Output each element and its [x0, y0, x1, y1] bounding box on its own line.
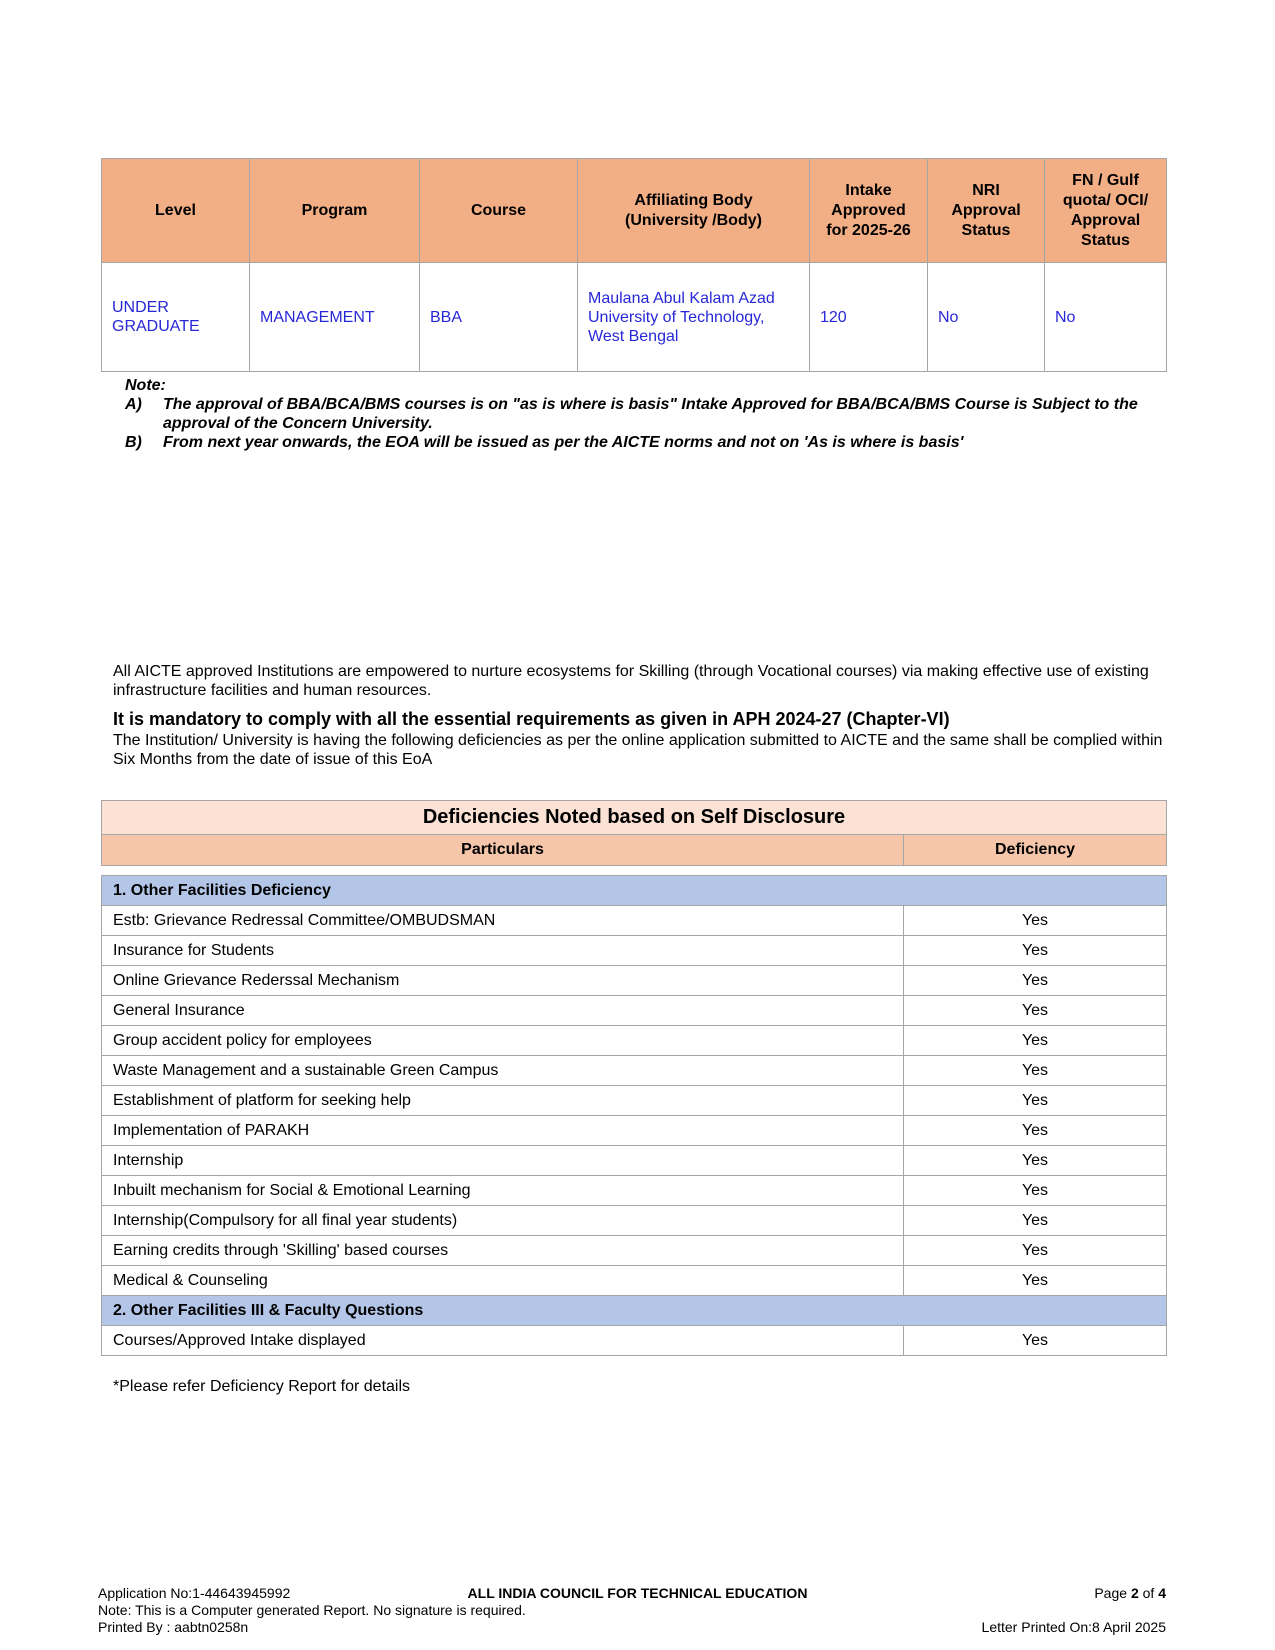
council-name: ALL INDIA COUNCIL FOR TECHNICAL EDUCATION — [467, 1585, 808, 1601]
particular-cell: General Insurance — [102, 996, 904, 1026]
particular-cell: Insurance for Students — [102, 936, 904, 966]
deficiency-cell: Yes — [904, 936, 1167, 966]
particular-cell: Online Grievance Rederssal Mechanism — [102, 966, 904, 996]
page-total: 4 — [1158, 1585, 1166, 1601]
deficiency-table — [101, 875, 1167, 1356]
table-row — [102, 1026, 1167, 1056]
mandatory-heading: It is mandatory to comply with all the essential requirements as given in APH 2024-27 (Chapter-VI) — [113, 709, 950, 729]
table-row — [102, 1086, 1167, 1116]
header-affiliating-body: Affiliating Body (University /Body) — [578, 159, 810, 263]
cell-intake: 120 — [810, 263, 928, 372]
deficiency-cell: Yes — [904, 1056, 1167, 1086]
particular-cell: Establishment of platform for seeking help — [102, 1086, 904, 1116]
deficiency-cell: Yes — [904, 906, 1167, 936]
deficiency-cell: Yes — [904, 1086, 1167, 1116]
note-item — [125, 433, 1165, 452]
particular-cell: Inbuilt mechanism for Social & Emotional Learning — [102, 1176, 904, 1206]
section-title: 2. Other Facilities III & Faculty Questions — [102, 1296, 1167, 1326]
table-row — [102, 936, 1167, 966]
note-block — [125, 376, 1165, 452]
note-text-a: The approval of BBA/BCA/BMS courses is on "as is where is basis" Intake Approved for BBA/BCA/BMS Course is Subject to the approval of the Concern University. — [163, 396, 1138, 432]
printed-on: Letter Printed On:8 April 2025 — [981, 1619, 1166, 1635]
header-level: Level — [102, 159, 250, 263]
table-row — [102, 1056, 1167, 1086]
application-number: Application No:1-44643945992 — [98, 1585, 291, 1601]
table-row — [102, 1266, 1167, 1296]
cell-program: MANAGEMENT — [250, 263, 420, 372]
deficiency-cell: Yes — [904, 1116, 1167, 1146]
deficiency-intro-paragraph: The Institution/ University is having the following deficiencies as per the online application submitted to AICTE and the same shall be complied within Six Months from the date of issue of this EoA — [113, 732, 1163, 768]
program-table — [101, 158, 1167, 372]
deficiency-cell: Yes — [904, 996, 1167, 1026]
section-title: 1. Other Facilities Deficiency — [102, 876, 1167, 906]
table-row — [102, 1236, 1167, 1266]
deficiency-cell: Yes — [904, 1266, 1167, 1296]
table-row — [102, 1206, 1167, 1236]
table-row — [102, 996, 1167, 1026]
deficiency-cell: Yes — [904, 1206, 1167, 1236]
header-fn-gulf: FN / Gulf quota/ OCI/ Approval Status — [1045, 159, 1167, 263]
printed-by: Printed By : aabtn0258n — [98, 1619, 249, 1635]
header-intake: Intake Approved for 2025-26 — [810, 159, 928, 263]
cell-nri: No — [928, 263, 1045, 372]
particular-cell: Estb: Grievance Redressal Committee/OMBUDSMAN — [102, 906, 904, 936]
deficiency-cell: Yes — [904, 1236, 1167, 1266]
particular-cell: Courses/Approved Intake displayed — [102, 1326, 904, 1356]
header-course: Course — [420, 159, 578, 263]
deficiency-cell: Yes — [904, 966, 1167, 996]
program-table-row — [102, 263, 1167, 372]
note-text-b: From next year onwards, the EOA will be issued as per the AICTE norms and not on 'As is where is basis' — [163, 434, 964, 451]
table-row — [102, 1116, 1167, 1146]
note-title: Note: — [125, 377, 166, 394]
table-row — [102, 966, 1167, 996]
column-particulars: Particulars — [102, 835, 904, 866]
page-prefix: Page — [1094, 1585, 1131, 1601]
page-number — [1094, 1585, 1166, 1602]
footer-note: Note: This is a Computer generated Report. No signature is required. — [98, 1602, 526, 1618]
particular-cell: Medical & Counseling — [102, 1266, 904, 1296]
deficiency-cell: Yes — [904, 1146, 1167, 1176]
deficiency-cell: Yes — [904, 1026, 1167, 1056]
cell-fn-gulf: No — [1045, 263, 1167, 372]
deficiency-table-header — [101, 800, 1167, 866]
table-row — [102, 1146, 1167, 1176]
header-nri: NRI Approval Status — [928, 159, 1045, 263]
section-row — [102, 1296, 1167, 1326]
page-separator: of — [1138, 1585, 1159, 1601]
particular-cell: Internship — [102, 1146, 904, 1176]
cell-course: BBA — [420, 263, 578, 372]
cell-affiliating-body: Maulana Abul Kalam Azad University of Technology, West Bengal — [578, 263, 810, 372]
note-item — [125, 395, 1165, 433]
particular-cell: Waste Management and a sustainable Green Campus — [102, 1056, 904, 1086]
column-deficiency: Deficiency — [904, 835, 1167, 866]
skilling-paragraph: All AICTE approved Institutions are empowered to nurture ecosystems for Skilling (through Vocational courses) via making effective use of existing infrastructure facilities and human resources. — [113, 663, 1149, 699]
particular-cell: Implementation of PARAKH — [102, 1116, 904, 1146]
program-table-header — [102, 159, 1167, 263]
particular-cell: Earning credits through 'Skilling' based courses — [102, 1236, 904, 1266]
table-row — [102, 1326, 1167, 1356]
deficiency-cell: Yes — [904, 1176, 1167, 1206]
table-row — [102, 906, 1167, 936]
note-key-a: A) — [125, 396, 142, 413]
particular-cell: Group accident policy for employees — [102, 1026, 904, 1056]
section-row — [102, 876, 1167, 906]
table-row — [102, 1176, 1167, 1206]
deficiency-table-title: Deficiencies Noted based on Self Disclosure — [102, 801, 1167, 835]
page-current: 2 — [1130, 1585, 1139, 1601]
deficiency-footnote: *Please refer Deficiency Report for details — [113, 1378, 411, 1395]
cell-level: UNDER GRADUATE — [102, 263, 250, 372]
particular-cell: Internship(Compulsory for all final year students) — [102, 1206, 904, 1236]
deficiency-cell: Yes — [904, 1326, 1167, 1356]
header-program: Program — [250, 159, 420, 263]
note-key-b: B) — [125, 434, 142, 451]
